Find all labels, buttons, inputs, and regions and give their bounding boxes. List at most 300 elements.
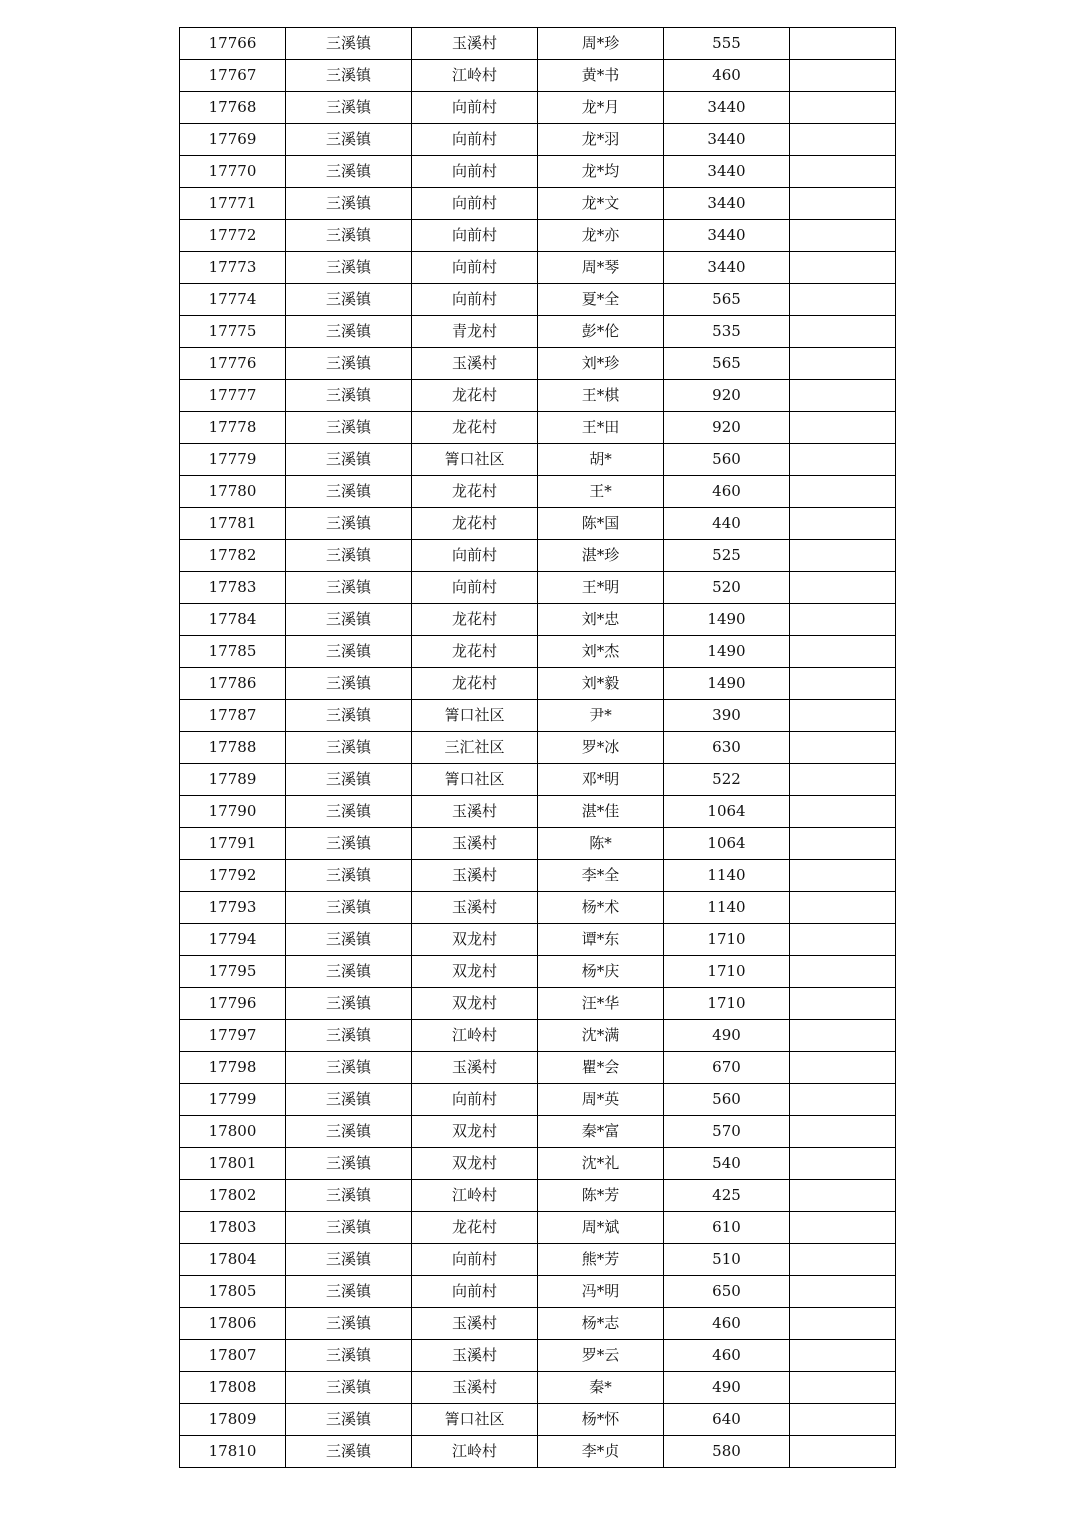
note-cell <box>790 1212 896 1244</box>
note-cell <box>790 1084 896 1116</box>
amount-cell: 425 <box>664 1180 790 1212</box>
village-cell: 三汇社区 <box>412 732 538 764</box>
village-cell: 向前村 <box>412 220 538 252</box>
record-number-cell: 17784 <box>180 604 286 636</box>
record-number-cell: 17768 <box>180 92 286 124</box>
name-cell: 王*明 <box>538 572 664 604</box>
name-cell: 秦* <box>538 1372 664 1404</box>
village-cell: 江岭村 <box>412 1180 538 1212</box>
note-cell <box>790 252 896 284</box>
table-row <box>180 572 896 604</box>
town-cell: 三溪镇 <box>286 92 412 124</box>
table-row <box>180 540 896 572</box>
note-cell <box>790 444 896 476</box>
note-cell <box>790 28 896 60</box>
town-cell: 三溪镇 <box>286 1276 412 1308</box>
record-number-cell: 17779 <box>180 444 286 476</box>
amount-cell: 1064 <box>664 796 790 828</box>
record-number-cell: 17806 <box>180 1308 286 1340</box>
record-number-cell: 17793 <box>180 892 286 924</box>
table-row <box>180 956 896 988</box>
town-cell: 三溪镇 <box>286 668 412 700</box>
name-cell: 谭*东 <box>538 924 664 956</box>
village-cell: 玉溪村 <box>412 1052 538 1084</box>
name-cell: 周*斌 <box>538 1212 664 1244</box>
town-cell: 三溪镇 <box>286 476 412 508</box>
note-cell <box>790 764 896 796</box>
village-cell: 江岭村 <box>412 1436 538 1468</box>
note-cell <box>790 860 896 892</box>
record-number-cell: 17794 <box>180 924 286 956</box>
table-row <box>180 1372 896 1404</box>
note-cell <box>790 700 896 732</box>
table-row <box>180 508 896 540</box>
table-row <box>180 764 896 796</box>
town-cell: 三溪镇 <box>286 1180 412 1212</box>
village-cell: 玉溪村 <box>412 1340 538 1372</box>
town-cell: 三溪镇 <box>286 1116 412 1148</box>
amount-cell: 555 <box>664 28 790 60</box>
name-cell: 夏*全 <box>538 284 664 316</box>
village-cell: 向前村 <box>412 124 538 156</box>
town-cell: 三溪镇 <box>286 924 412 956</box>
amount-cell: 650 <box>664 1276 790 1308</box>
note-cell <box>790 668 896 700</box>
name-cell: 刘*杰 <box>538 636 664 668</box>
town-cell: 三溪镇 <box>286 636 412 668</box>
town-cell: 三溪镇 <box>286 764 412 796</box>
record-number-cell: 17795 <box>180 956 286 988</box>
note-cell <box>790 1052 896 1084</box>
town-cell: 三溪镇 <box>286 988 412 1020</box>
amount-cell: 630 <box>664 732 790 764</box>
amount-cell: 460 <box>664 1308 790 1340</box>
name-cell: 彭*伦 <box>538 316 664 348</box>
amount-cell: 920 <box>664 412 790 444</box>
table-row <box>180 1436 896 1468</box>
record-number-cell: 17769 <box>180 124 286 156</box>
record-number-cell: 17805 <box>180 1276 286 1308</box>
town-cell: 三溪镇 <box>286 60 412 92</box>
name-cell: 王*棋 <box>538 380 664 412</box>
name-cell: 杨*庆 <box>538 956 664 988</box>
table-row <box>180 1276 896 1308</box>
table-row <box>180 1020 896 1052</box>
amount-cell: 1140 <box>664 892 790 924</box>
table-row <box>180 1052 896 1084</box>
village-cell: 箐口社区 <box>412 1404 538 1436</box>
table-row <box>180 316 896 348</box>
table-row <box>180 860 896 892</box>
name-cell: 杨*志 <box>538 1308 664 1340</box>
village-cell: 玉溪村 <box>412 28 538 60</box>
town-cell: 三溪镇 <box>286 1340 412 1372</box>
amount-cell: 3440 <box>664 124 790 156</box>
village-cell: 龙花村 <box>412 1212 538 1244</box>
village-cell: 江岭村 <box>412 60 538 92</box>
table-row <box>180 668 896 700</box>
name-cell: 胡* <box>538 444 664 476</box>
record-number-cell: 17778 <box>180 412 286 444</box>
note-cell <box>790 956 896 988</box>
note-cell <box>790 380 896 412</box>
town-cell: 三溪镇 <box>286 572 412 604</box>
record-number-cell: 17809 <box>180 1404 286 1436</box>
village-cell: 向前村 <box>412 572 538 604</box>
village-cell: 龙花村 <box>412 476 538 508</box>
record-number-cell: 17785 <box>180 636 286 668</box>
village-cell: 向前村 <box>412 284 538 316</box>
village-cell: 青龙村 <box>412 316 538 348</box>
amount-cell: 640 <box>664 1404 790 1436</box>
name-cell: 黄*书 <box>538 60 664 92</box>
note-cell <box>790 828 896 860</box>
name-cell: 周*英 <box>538 1084 664 1116</box>
record-number-cell: 17766 <box>180 28 286 60</box>
amount-cell: 460 <box>664 476 790 508</box>
amount-cell: 440 <box>664 508 790 540</box>
name-cell: 王* <box>538 476 664 508</box>
note-cell <box>790 476 896 508</box>
record-number-cell: 17790 <box>180 796 286 828</box>
name-cell: 冯*明 <box>538 1276 664 1308</box>
record-number-cell: 17782 <box>180 540 286 572</box>
village-cell: 向前村 <box>412 156 538 188</box>
name-cell: 周*珍 <box>538 28 664 60</box>
amount-cell: 460 <box>664 1340 790 1372</box>
table-row <box>180 700 896 732</box>
record-number-cell: 17801 <box>180 1148 286 1180</box>
amount-cell: 3440 <box>664 156 790 188</box>
amount-cell: 510 <box>664 1244 790 1276</box>
note-cell <box>790 1436 896 1468</box>
name-cell: 刘*忠 <box>538 604 664 636</box>
record-number-cell: 17786 <box>180 668 286 700</box>
table-row <box>180 348 896 380</box>
amount-cell: 3440 <box>664 220 790 252</box>
amount-cell: 670 <box>664 1052 790 1084</box>
record-number-cell: 17776 <box>180 348 286 380</box>
table-row <box>180 252 896 284</box>
note-cell <box>790 1308 896 1340</box>
town-cell: 三溪镇 <box>286 1084 412 1116</box>
village-cell: 玉溪村 <box>412 1372 538 1404</box>
table-row <box>180 796 896 828</box>
amount-cell: 580 <box>664 1436 790 1468</box>
record-number-cell: 17770 <box>180 156 286 188</box>
table-row <box>180 1404 896 1436</box>
record-number-cell: 17775 <box>180 316 286 348</box>
table-row <box>180 284 896 316</box>
village-cell: 向前村 <box>412 92 538 124</box>
table-row <box>180 988 896 1020</box>
name-cell: 尹* <box>538 700 664 732</box>
name-cell: 龙*月 <box>538 92 664 124</box>
table-row <box>180 892 896 924</box>
village-cell: 江岭村 <box>412 1020 538 1052</box>
town-cell: 三溪镇 <box>286 28 412 60</box>
town-cell: 三溪镇 <box>286 828 412 860</box>
table-row <box>180 1340 896 1372</box>
amount-cell: 570 <box>664 1116 790 1148</box>
table-row <box>180 60 896 92</box>
record-number-cell: 17773 <box>180 252 286 284</box>
name-cell: 龙*羽 <box>538 124 664 156</box>
name-cell: 龙*亦 <box>538 220 664 252</box>
note-cell <box>790 732 896 764</box>
village-cell: 龙花村 <box>412 380 538 412</box>
note-cell <box>790 1404 896 1436</box>
table-row <box>180 1148 896 1180</box>
table-row <box>180 1244 896 1276</box>
town-cell: 三溪镇 <box>286 220 412 252</box>
amount-cell: 520 <box>664 572 790 604</box>
note-cell <box>790 188 896 220</box>
note-cell <box>790 1180 896 1212</box>
note-cell <box>790 892 896 924</box>
village-cell: 玉溪村 <box>412 348 538 380</box>
town-cell: 三溪镇 <box>286 1404 412 1436</box>
name-cell: 龙*文 <box>538 188 664 220</box>
record-number-cell: 17783 <box>180 572 286 604</box>
note-cell <box>790 156 896 188</box>
record-number-cell: 17791 <box>180 828 286 860</box>
note-cell <box>790 540 896 572</box>
village-cell: 龙花村 <box>412 508 538 540</box>
name-cell: 龙*均 <box>538 156 664 188</box>
amount-cell: 1490 <box>664 636 790 668</box>
name-cell: 周*琴 <box>538 252 664 284</box>
village-cell: 双龙村 <box>412 988 538 1020</box>
village-cell: 龙花村 <box>412 636 538 668</box>
town-cell: 三溪镇 <box>286 124 412 156</box>
town-cell: 三溪镇 <box>286 604 412 636</box>
table-row <box>180 1084 896 1116</box>
town-cell: 三溪镇 <box>286 284 412 316</box>
note-cell <box>790 124 896 156</box>
amount-cell: 522 <box>664 764 790 796</box>
record-number-cell: 17810 <box>180 1436 286 1468</box>
note-cell <box>790 348 896 380</box>
table-row <box>180 476 896 508</box>
town-cell: 三溪镇 <box>286 540 412 572</box>
village-cell: 箐口社区 <box>412 764 538 796</box>
town-cell: 三溪镇 <box>286 860 412 892</box>
town-cell: 三溪镇 <box>286 156 412 188</box>
village-cell: 玉溪村 <box>412 828 538 860</box>
village-cell: 箐口社区 <box>412 700 538 732</box>
village-cell: 双龙村 <box>412 956 538 988</box>
name-cell: 湛*佳 <box>538 796 664 828</box>
town-cell: 三溪镇 <box>286 380 412 412</box>
village-cell: 双龙村 <box>412 1148 538 1180</box>
table-row <box>180 1116 896 1148</box>
name-cell: 湛*珍 <box>538 540 664 572</box>
amount-cell: 3440 <box>664 252 790 284</box>
town-cell: 三溪镇 <box>286 188 412 220</box>
table-row <box>180 220 896 252</box>
table-row <box>180 828 896 860</box>
note-cell <box>790 636 896 668</box>
table-row <box>180 156 896 188</box>
village-cell: 向前村 <box>412 540 538 572</box>
table-row <box>180 124 896 156</box>
table-row <box>180 604 896 636</box>
name-cell: 杨*术 <box>538 892 664 924</box>
table-row <box>180 28 896 60</box>
record-number-cell: 17807 <box>180 1340 286 1372</box>
amount-cell: 490 <box>664 1372 790 1404</box>
village-cell: 龙花村 <box>412 412 538 444</box>
record-number-cell: 17774 <box>180 284 286 316</box>
note-cell <box>790 1116 896 1148</box>
record-number-cell: 17787 <box>180 700 286 732</box>
village-cell: 向前村 <box>412 252 538 284</box>
town-cell: 三溪镇 <box>286 1372 412 1404</box>
name-cell: 陈*国 <box>538 508 664 540</box>
village-cell: 龙花村 <box>412 668 538 700</box>
table-row <box>180 1180 896 1212</box>
table-row <box>180 924 896 956</box>
note-cell <box>790 412 896 444</box>
record-number-cell: 17777 <box>180 380 286 412</box>
name-cell: 杨*怀 <box>538 1404 664 1436</box>
record-number-cell: 17800 <box>180 1116 286 1148</box>
amount-cell: 1064 <box>664 828 790 860</box>
record-number-cell: 17798 <box>180 1052 286 1084</box>
amount-cell: 1490 <box>664 604 790 636</box>
amount-cell: 1710 <box>664 988 790 1020</box>
town-cell: 三溪镇 <box>286 412 412 444</box>
table-row <box>180 1308 896 1340</box>
records-table <box>179 27 896 1468</box>
name-cell: 罗*云 <box>538 1340 664 1372</box>
note-cell <box>790 924 896 956</box>
note-cell <box>790 220 896 252</box>
record-number-cell: 17781 <box>180 508 286 540</box>
record-number-cell: 17808 <box>180 1372 286 1404</box>
amount-cell: 390 <box>664 700 790 732</box>
name-cell: 沈*满 <box>538 1020 664 1052</box>
table-row <box>180 1212 896 1244</box>
record-number-cell: 17797 <box>180 1020 286 1052</box>
amount-cell: 565 <box>664 348 790 380</box>
town-cell: 三溪镇 <box>286 956 412 988</box>
note-cell <box>790 604 896 636</box>
village-cell: 玉溪村 <box>412 1308 538 1340</box>
village-cell: 玉溪村 <box>412 892 538 924</box>
amount-cell: 610 <box>664 1212 790 1244</box>
town-cell: 三溪镇 <box>286 892 412 924</box>
record-number-cell: 17792 <box>180 860 286 892</box>
record-number-cell: 17772 <box>180 220 286 252</box>
town-cell: 三溪镇 <box>286 1244 412 1276</box>
table-body <box>180 28 896 1468</box>
town-cell: 三溪镇 <box>286 316 412 348</box>
amount-cell: 460 <box>664 60 790 92</box>
note-cell <box>790 316 896 348</box>
record-number-cell: 17799 <box>180 1084 286 1116</box>
name-cell: 刘*珍 <box>538 348 664 380</box>
amount-cell: 535 <box>664 316 790 348</box>
name-cell: 熊*芳 <box>538 1244 664 1276</box>
town-cell: 三溪镇 <box>286 732 412 764</box>
note-cell <box>790 572 896 604</box>
record-number-cell: 17789 <box>180 764 286 796</box>
town-cell: 三溪镇 <box>286 1308 412 1340</box>
town-cell: 三溪镇 <box>286 1436 412 1468</box>
name-cell: 王*田 <box>538 412 664 444</box>
town-cell: 三溪镇 <box>286 796 412 828</box>
record-number-cell: 17802 <box>180 1180 286 1212</box>
amount-cell: 3440 <box>664 188 790 220</box>
note-cell <box>790 1148 896 1180</box>
amount-cell: 525 <box>664 540 790 572</box>
name-cell: 李*贞 <box>538 1436 664 1468</box>
amount-cell: 560 <box>664 444 790 476</box>
village-cell: 向前村 <box>412 1084 538 1116</box>
name-cell: 李*全 <box>538 860 664 892</box>
note-cell <box>790 60 896 92</box>
town-cell: 三溪镇 <box>286 1148 412 1180</box>
note-cell <box>790 284 896 316</box>
amount-cell: 1140 <box>664 860 790 892</box>
town-cell: 三溪镇 <box>286 252 412 284</box>
note-cell <box>790 1372 896 1404</box>
town-cell: 三溪镇 <box>286 1020 412 1052</box>
note-cell <box>790 508 896 540</box>
village-cell: 玉溪村 <box>412 860 538 892</box>
amount-cell: 3440 <box>664 92 790 124</box>
village-cell: 双龙村 <box>412 924 538 956</box>
note-cell <box>790 1244 896 1276</box>
name-cell: 陈* <box>538 828 664 860</box>
table-row <box>180 188 896 220</box>
name-cell: 罗*冰 <box>538 732 664 764</box>
town-cell: 三溪镇 <box>286 1212 412 1244</box>
amount-cell: 1490 <box>664 668 790 700</box>
note-cell <box>790 92 896 124</box>
table-row <box>180 636 896 668</box>
note-cell <box>790 1020 896 1052</box>
village-cell: 玉溪村 <box>412 796 538 828</box>
record-number-cell: 17796 <box>180 988 286 1020</box>
record-number-cell: 17780 <box>180 476 286 508</box>
amount-cell: 560 <box>664 1084 790 1116</box>
village-cell: 向前村 <box>412 1276 538 1308</box>
record-number-cell: 17803 <box>180 1212 286 1244</box>
town-cell: 三溪镇 <box>286 348 412 380</box>
town-cell: 三溪镇 <box>286 1052 412 1084</box>
town-cell: 三溪镇 <box>286 444 412 476</box>
name-cell: 秦*富 <box>538 1116 664 1148</box>
village-cell: 向前村 <box>412 1244 538 1276</box>
village-cell: 向前村 <box>412 188 538 220</box>
amount-cell: 490 <box>664 1020 790 1052</box>
amount-cell: 1710 <box>664 956 790 988</box>
note-cell <box>790 796 896 828</box>
name-cell: 陈*芳 <box>538 1180 664 1212</box>
record-number-cell: 17804 <box>180 1244 286 1276</box>
name-cell: 沈*礼 <box>538 1148 664 1180</box>
name-cell: 刘*毅 <box>538 668 664 700</box>
table-row <box>180 444 896 476</box>
table-row <box>180 732 896 764</box>
name-cell: 汪*华 <box>538 988 664 1020</box>
village-cell: 双龙村 <box>412 1116 538 1148</box>
note-cell <box>790 1276 896 1308</box>
town-cell: 三溪镇 <box>286 508 412 540</box>
